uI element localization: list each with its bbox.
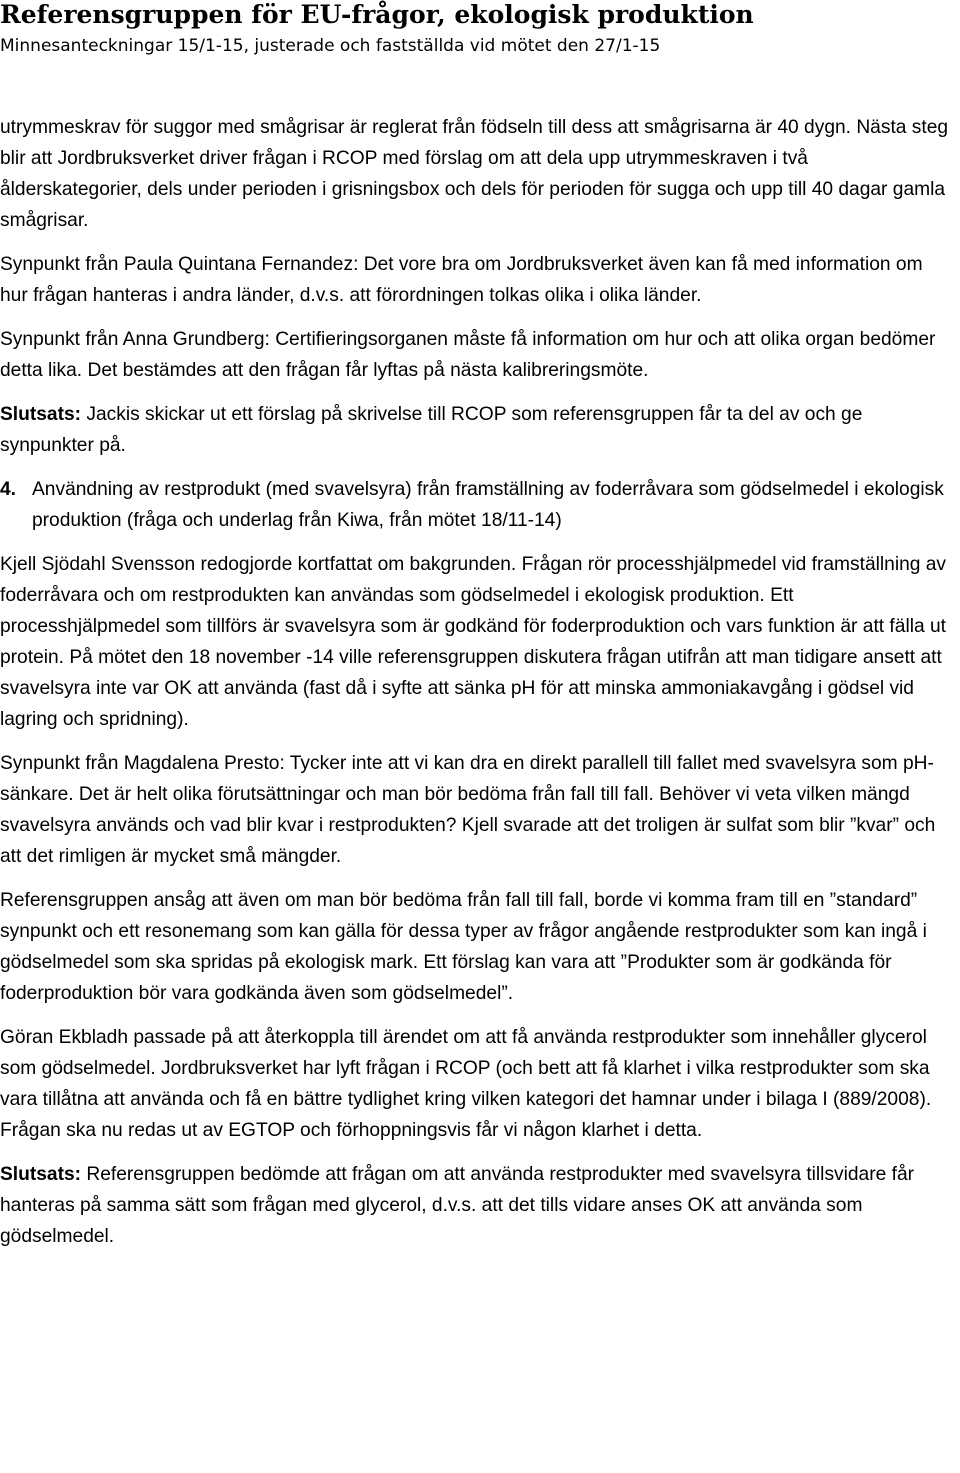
paragraph-comment-paula: Synpunkt från Paula Quintana Fernandez: Det vore bra om Jordbruksverket även kan få med information om hur frågan hanteras i andra länder, d.v.s. att förordningen tolkas olika i olika länder. [0, 254, 923, 306]
paragraph-comment-anna: Synpunkt från Anna Grundberg: Certifieringsorganen måste få information om hur och att olika organ bedömer detta lika. Det bestämdes att den frågan får lyftas på nästa kalibreringsmöte. [0, 329, 936, 381]
agenda-item-number: 4. [0, 479, 17, 500]
paragraph-comment-magdalena: Synpunkt från Magdalena Presto: Tycker inte att vi kan dra en direkt parallell till fallet med svavelsyra som pH-sänkare. Det är helt olika förutsättningar och man bör bedöma från fall till fall. Behöver vi veta vilken mängd svavelsyra används och vad blir kvar i restprodukten? Kjell svarade att det troligen är sulfat som blir ”kvar” och att det rimligen är mycket små mängder. [0, 753, 936, 867]
conclusion-text: Referensgruppen bedömde att frågan om att använda restprodukter med svavelsyra tillsvidare får hanteras på samma sätt som frågan med glycerol, d.v.s. att det tills vidare anses OK att använda som gödselmedel. [0, 1164, 915, 1247]
agenda-item-4 [0, 474, 955, 536]
paragraph-reference-group: Referensgruppen ansåg att även om man bör bedöma från fall till fall, borde vi komma fram till en ”standard” synpunkt och ett resonemang som kan gälla för dessa typer av frågor angående restprodukter som kan ingå i gödselmedel som ska spridas på ekologisk mark. Ett förslag kan vara att ”Produkter som är godkända för foderproduktion bör vara godkända även som gödselmedel”. [0, 890, 927, 1004]
paragraph-space-requirements: utrymmeskrav för suggor med smågrisar är reglerat från födseln till dess att smågrisarna är 40 dygn. Nästa steg blir att Jordbruksverket driver frågan i RCOP med förslag om att dela upp utrymmeskraven i två ålderskategorier, dels under perioden i grisningsbox och dels för perioden för sugga och upp till 40 dagar gamla smågrisar. [0, 117, 949, 231]
paragraph-goran: Göran Ekbladh passade på att återkoppla till ärendet om att få använda restprodukter som innehåller glycerol som gödselmedel. Jordbruksverket har lyft frågan i RCOP (och bett att få klarhet i vilka restprodukter som ska vara tillåtna att använda och få en bättre tydlighet kring vilken kategori det hamnar under i bilaga I (889/2008). Frågan ska nu redas ut av EGTOP och förhoppningsvis får vi någon klarhet i detta. [0, 1027, 932, 1141]
document-header [0, 0, 960, 58]
paragraph-conclusion-1 [0, 399, 955, 461]
document-subtitle: Minnesanteckningar 15/1-15, justerade och fastställda vid mötet den 27/1-15 [0, 36, 661, 56]
paragraph-conclusion-2 [0, 1159, 955, 1252]
document-title: Referensgruppen för EU-frågor, ekologisk produktion [0, 0, 754, 29]
conclusion-label: Slutsats: [0, 1164, 82, 1185]
agenda-item-heading: Användning av restprodukt (med svavelsyra) från framställning av foderråvara som gödselmedel i ekologisk produktion (fråga och underlag från Kiwa, från mötet 18/11-14) [32, 479, 944, 531]
document-body [0, 112, 955, 1265]
conclusion-label: Slutsats: [0, 404, 82, 425]
conclusion-text: Jackis skickar ut ett förslag på skrivelse till RCOP som referensgruppen får ta del av och ge synpunkter på. [0, 404, 863, 456]
paragraph-background: Kjell Sjödahl Svensson redogjorde kortfattat om bakgrunden. Frågan rör processhjälpmedel vid framställning av foderråvara och om restprodukten kan användas som gödselmedel i ekologisk produktion. Ett processhjälpmedel som tillförs är svavelsyra som är godkänd för foderproduktion och vars funktion är att fälla ut protein. På mötet den 18 november -14 ville referensgruppen diskutera frågan utifrån att man tidigare ansett att svavelsyra inte var OK att använda (fast då i syfte att sänka pH för att minska ammoniakavgång i gödsel vid lagring och spridning). [0, 554, 947, 730]
